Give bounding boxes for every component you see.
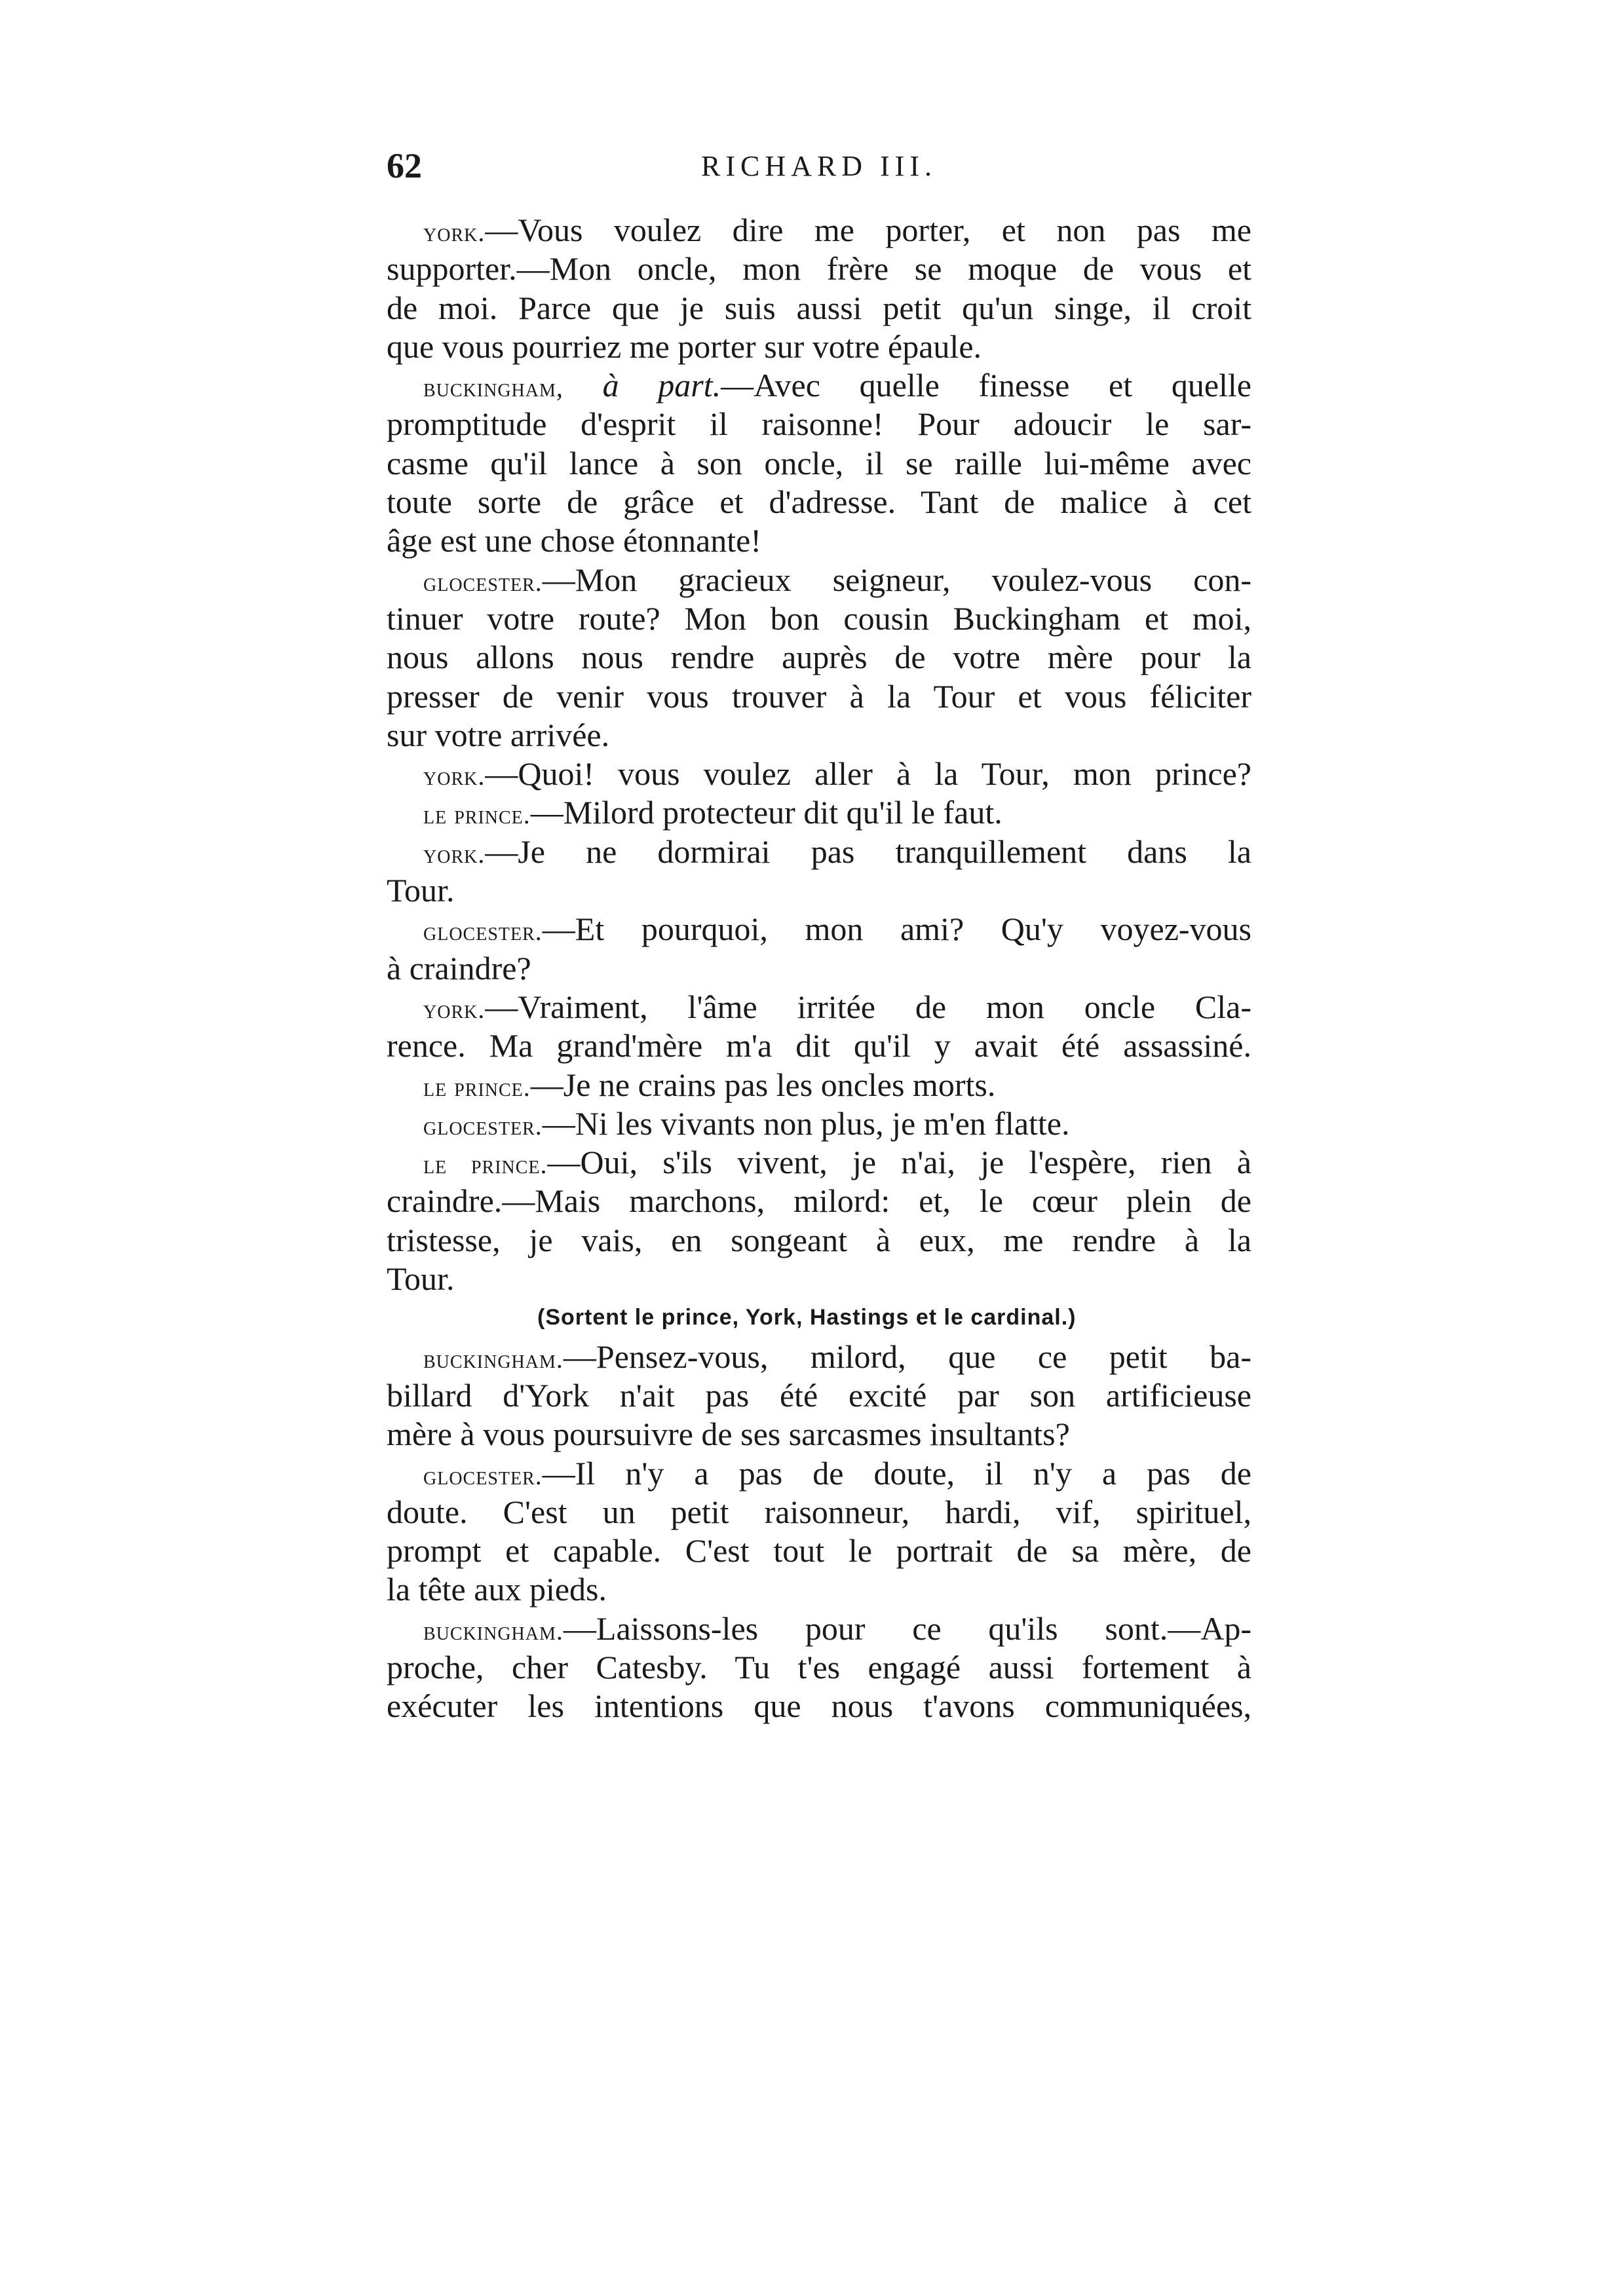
line-text: craindre.—Mais marchons, milord: et, le cœur plein de <box>387 1182 1251 1220</box>
page-header <box>387 145 1251 191</box>
line-text: doute. C'est un petit raisonneur, hardi, vif, spirituel, <box>387 1493 1251 1530</box>
line-text: —Avec quelle finesse et quelle <box>721 367 1251 404</box>
line-text: —Je ne crains pas les oncles morts. <box>530 1066 996 1103</box>
line-text: toute sorte de grâce et d'adresse. Tant de malice à cet <box>387 483 1251 521</box>
line-text: supporter.—Mon oncle, mon frère se moque de vous et <box>387 250 1251 288</box>
line-text: presser de venir vous trouver à la Tour et vous féliciter <box>387 677 1251 715</box>
line-text: —Je ne dormirai pas tranquillement dans la <box>485 833 1251 870</box>
line-text: —Ni les vivants non plus, je m'en flatte. <box>542 1104 1070 1142</box>
text-line <box>387 949 1251 988</box>
text-line <box>387 716 1251 755</box>
line-text: promptitude d'esprit il raisonne! Pour adoucir le sar- <box>387 405 1251 443</box>
text-line <box>387 871 1251 910</box>
speaker-name: york. <box>423 761 486 791</box>
text-line <box>387 755 1251 793</box>
line-text: tristesse, je vais, en songeant à eux, me rendre à la <box>387 1221 1251 1258</box>
stage-direction <box>387 1298 1251 1337</box>
text-line <box>387 1143 1251 1182</box>
line-text: la tête aux pieds. <box>387 1571 607 1608</box>
speaker-name: york. <box>423 994 486 1024</box>
text-line <box>387 1532 1251 1570</box>
line-text: Tour. <box>387 1260 455 1298</box>
line-text: (Sortent le prince, York, Hastings et le cardinal.) <box>537 1305 1077 1330</box>
text-line <box>387 1570 1251 1609</box>
speaker-name: buckingham, <box>423 373 563 403</box>
text-line <box>387 1026 1251 1065</box>
running-title: RICHARD III. <box>701 150 937 182</box>
page-body <box>387 211 1251 1726</box>
line-text: Tour. <box>387 872 455 909</box>
speaker-name: glocester. <box>423 1460 543 1490</box>
line-text: que vous pourriez me porter sur votre épaule. <box>387 328 982 365</box>
aside-direction: à part. <box>563 367 721 404</box>
line-text: —Il n'y a pas de doute, il n'y a pas de <box>542 1454 1251 1492</box>
text-line <box>387 1454 1251 1493</box>
line-text: à craindre? <box>387 949 531 987</box>
line-text: —Mon gracieux seigneur, voulez-vous con- <box>542 561 1251 598</box>
line-text: —Vraiment, l'âme irritée de mon oncle Cla- <box>485 988 1251 1025</box>
line-text: —Vous voulez dire me porter, et non pas me <box>485 212 1251 248</box>
text-line <box>387 561 1251 599</box>
line-text: rence. Ma grand'mère m'a dit qu'il y avait été assassiné. <box>387 1027 1251 1064</box>
text-line <box>387 793 1251 832</box>
text-line <box>387 1687 1251 1725</box>
text-line <box>387 1648 1251 1687</box>
speaker-name: york. <box>423 217 486 247</box>
line-text: prompt et capable. C'est tout le portrait de sa mère, de <box>387 1532 1251 1570</box>
text-line <box>387 1338 1251 1376</box>
line-text: billard d'York n'ait pas été excité par son artificieuse <box>387 1376 1251 1414</box>
line-text: —Milord protecteur dit qu'il le faut. <box>530 794 1002 831</box>
text-line <box>387 405 1251 443</box>
line-text: exécuter les intentions que nous t'avons communiquées, <box>387 1687 1251 1725</box>
speaker-name: glocester. <box>423 1110 543 1140</box>
line-text: —Et pourquoi, mon ami? Qu'y voyez-vous <box>542 911 1251 948</box>
line-text: —Oui, s'ils vivent, je n'ai, je l'espère, rien à <box>547 1144 1251 1181</box>
page-number: 62 <box>387 146 422 185</box>
text-line <box>387 599 1251 638</box>
line-text: âge est une chose étonnante! <box>387 522 761 559</box>
line-text: de moi. Parce que je suis aussi petit qu'un singe, il croit <box>387 289 1251 326</box>
text-line <box>387 250 1251 288</box>
line-text: —Laissons-les pour ce qu'ils sont.—Ap- <box>563 1609 1251 1647</box>
speaker-name: york. <box>423 838 486 869</box>
text-line <box>387 483 1251 521</box>
line-text: casme qu'il lance à son oncle, il se raille lui-même avec <box>387 444 1251 481</box>
speaker-name: le prince. <box>423 1072 531 1102</box>
text-line <box>387 1493 1251 1532</box>
speaker-name: buckingham. <box>423 1615 563 1646</box>
speaker-name: le prince. <box>423 1150 548 1180</box>
text-line <box>387 638 1251 677</box>
text-line <box>387 1221 1251 1260</box>
speaker-name: le prince. <box>423 800 531 830</box>
line-text: —Pensez-vous, milord, que ce petit ba- <box>563 1338 1251 1375</box>
text-line <box>387 988 1251 1026</box>
text-line <box>387 677 1251 716</box>
text-line <box>387 521 1251 560</box>
text-line <box>387 366 1251 405</box>
text-line <box>387 1066 1251 1104</box>
line-text: sur votre arrivée. <box>387 716 610 753</box>
text-line <box>387 211 1251 250</box>
text-line <box>387 910 1251 949</box>
speaker-name: glocester. <box>423 916 543 947</box>
text-line <box>387 444 1251 483</box>
speaker-name: glocester. <box>423 567 543 597</box>
line-text: proche, cher Catesby. Tu t'es engagé aussi fortement à <box>387 1648 1251 1685</box>
text-line <box>387 1182 1251 1220</box>
line-text: nous allons nous rendre auprès de votre mère pour la <box>387 639 1251 676</box>
text-line <box>387 1415 1251 1454</box>
text-line <box>387 1260 1251 1298</box>
text-line <box>387 289 1251 328</box>
line-text: tinuer votre route? Mon bon cousin Buckingham et moi, <box>387 599 1251 637</box>
text-line <box>387 1609 1251 1648</box>
text-line <box>387 1104 1251 1143</box>
text-line <box>387 328 1251 366</box>
line-text: —Quoi! vous voulez aller à la Tour, mon prince? <box>485 755 1251 793</box>
speaker-name: buckingham. <box>423 1344 563 1374</box>
text-line <box>387 1376 1251 1415</box>
text-line <box>387 833 1251 871</box>
line-text: mère à vous poursuivre de ses sarcasmes insultants? <box>387 1416 1070 1453</box>
